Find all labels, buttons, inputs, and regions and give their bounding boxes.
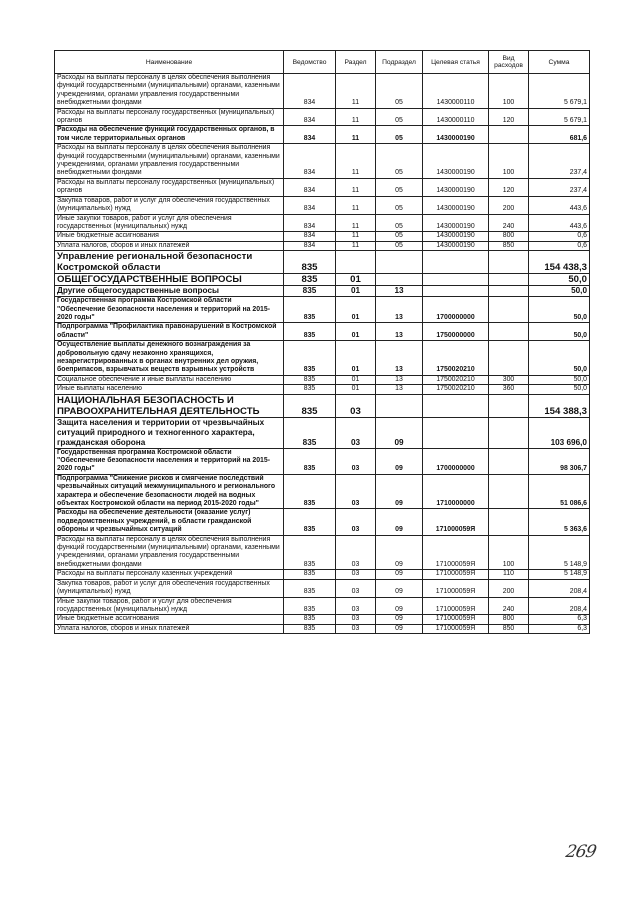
cell-razd: 01 [336, 323, 376, 341]
cell-name: Расходы на выплаты персоналу казенных учреждений [55, 570, 284, 579]
table-row [55, 323, 590, 341]
cell-cst: 1710000000 [423, 474, 489, 509]
cell-name: Расходы на выплаты персоналу в целях обеспечения выполнения функций государственными (муниципальными) органами, казенными учреждениями, органами управления государственными внебюджетными фондами [55, 74, 284, 109]
cell-razd: 11 [336, 196, 376, 214]
cell-vr: 240 [489, 597, 529, 615]
cell-podr: 05 [376, 126, 423, 144]
cell-name: Расходы на выплаты персоналу в целях обеспечения выполнения функций государственными (муниципальными) органами, казенными учреждениями, органами управления государственными внебюджетными фондами [55, 535, 284, 570]
cell-ved: 834 [284, 144, 336, 179]
cell-sum: 50,0 [529, 375, 590, 384]
cell-ved: 834 [284, 178, 336, 196]
col-header-target-article: Целевая статья [423, 51, 489, 74]
cell-vr: 120 [489, 178, 529, 196]
table-row [55, 196, 590, 214]
cell-ved: 835 [284, 509, 336, 535]
cell-vr: 850 [489, 624, 529, 633]
cell-cst: 1430000190 [423, 214, 489, 232]
cell-vr [489, 274, 529, 286]
cell-name: Расходы на выплаты персоналу государственных (муниципальных) органов [55, 108, 284, 126]
cell-razd: 11 [336, 74, 376, 109]
cell-name: Расходы на выплаты персоналу в целях обеспечения выполнения функций государственными (муниципальными) органами, казенными учреждениями, органами управления государственными внебюджетными фондами [55, 144, 284, 179]
cell-sum: 237,4 [529, 144, 590, 179]
cell-podr: 05 [376, 232, 423, 241]
cell-vr: 100 [489, 74, 529, 109]
cell-razd: 03 [336, 570, 376, 579]
cell-podr: 13 [376, 286, 423, 297]
cell-sum: 50,0 [529, 274, 590, 286]
cell-ved: 834 [284, 241, 336, 250]
cell-cst: 171000059Я [423, 570, 489, 579]
cell-podr: 09 [376, 448, 423, 474]
cell-sum: 208,4 [529, 579, 590, 597]
cell-podr: 05 [376, 178, 423, 196]
cell-sum: 5 679,1 [529, 74, 590, 109]
table-row [55, 214, 590, 232]
cell-cst: 1430000190 [423, 178, 489, 196]
cell-razd [336, 251, 376, 274]
table-row [55, 597, 590, 615]
cell-razd: 11 [336, 126, 376, 144]
cell-vr: 100 [489, 144, 529, 179]
cell-name: Расходы на выплаты персоналу государственных (муниципальных) органов [55, 178, 284, 196]
cell-vr: 240 [489, 214, 529, 232]
cell-vr: 300 [489, 375, 529, 384]
cell-ved: 834 [284, 196, 336, 214]
cell-vr: 110 [489, 570, 529, 579]
cell-name: Иные выплаты населению [55, 385, 284, 394]
cell-razd: 11 [336, 241, 376, 250]
cell-sum: 50,0 [529, 297, 590, 323]
cell-sum: 50,0 [529, 385, 590, 394]
cell-sum: 154 438,3 [529, 251, 590, 274]
cell-cst: 1430000110 [423, 74, 489, 109]
cell-ved: 835 [284, 375, 336, 384]
cell-ved: 835 [284, 323, 336, 341]
cell-cst: 1430000190 [423, 126, 489, 144]
cell-ved: 834 [284, 108, 336, 126]
cell-cst: 171000059Я [423, 579, 489, 597]
cell-sum: 237,4 [529, 178, 590, 196]
cell-razd: 11 [336, 178, 376, 196]
cell-podr: 13 [376, 375, 423, 384]
cell-vr [489, 394, 529, 417]
cell-cst [423, 251, 489, 274]
cell-vr: 800 [489, 232, 529, 241]
table-row [55, 570, 590, 579]
cell-podr: 13 [376, 297, 423, 323]
cell-cst: 171000059Я [423, 624, 489, 633]
cell-sum: 443,6 [529, 214, 590, 232]
table-row [55, 286, 590, 297]
cell-sum: 5 363,6 [529, 509, 590, 535]
cell-sum: 5 148,9 [529, 570, 590, 579]
cell-podr: 09 [376, 474, 423, 509]
cell-razd: 03 [336, 535, 376, 570]
cell-sum: 681,6 [529, 126, 590, 144]
table-row [55, 624, 590, 633]
cell-cst: 171000059Я [423, 535, 489, 570]
cell-sum: 51 086,6 [529, 474, 590, 509]
col-header-amount: Сумма [529, 51, 590, 74]
table-row [55, 417, 590, 448]
cell-name: Закупка товаров, работ и услуг для обеспечения государственных (муниципальных) нужд [55, 579, 284, 597]
cell-vr [489, 323, 529, 341]
cell-podr: 05 [376, 214, 423, 232]
cell-sum: 5 148,9 [529, 535, 590, 570]
cell-vr [489, 126, 529, 144]
cell-cst: 1430000190 [423, 144, 489, 179]
cell-ved: 835 [284, 274, 336, 286]
cell-vr [489, 474, 529, 509]
cell-cst: 1750020210 [423, 341, 489, 376]
handwritten-page-number: 269 [564, 842, 598, 862]
table-row [55, 509, 590, 535]
cell-name: ОБЩЕГОСУДАРСТВЕННЫЕ ВОПРОСЫ [55, 274, 284, 286]
cell-name: Уплата налогов, сборов и иных платежей [55, 241, 284, 250]
cell-podr: 09 [376, 417, 423, 448]
cell-vr: 200 [489, 579, 529, 597]
cell-sum: 6,3 [529, 624, 590, 633]
cell-name: Расходы на обеспечение деятельности (оказание услуг) подведомственных учреждений, в области гражданской обороны и чрезвычайных ситуаций [55, 509, 284, 535]
table-header-row [55, 51, 590, 74]
cell-name: Управление региональной безопасности Костромской области [55, 251, 284, 274]
cell-ved: 835 [284, 597, 336, 615]
cell-sum: 443,6 [529, 196, 590, 214]
cell-razd: 03 [336, 509, 376, 535]
table-row [55, 535, 590, 570]
col-header-expense-type: Вид расходов [489, 51, 529, 74]
cell-sum: 208,4 [529, 597, 590, 615]
table-row [55, 126, 590, 144]
cell-razd: 11 [336, 144, 376, 179]
table-row [55, 178, 590, 196]
cell-cst [423, 417, 489, 448]
cell-vr [489, 417, 529, 448]
cell-podr: 13 [376, 341, 423, 376]
cell-name: Иные закупки товаров, работ и услуг для обеспечения государственных (муниципальных) нужд [55, 214, 284, 232]
cell-ved: 835 [284, 341, 336, 376]
cell-sum: 50,0 [529, 286, 590, 297]
table-row [55, 615, 590, 624]
cell-name: Расходы на обеспечение функций государственных органов, в том числе территориальных органов [55, 126, 284, 144]
cell-name: Защита населения и территории от чрезвычайных ситуаций природного и техногенного характера, гражданская оборона [55, 417, 284, 448]
col-header-name: Наименование [55, 51, 284, 74]
table-row [55, 274, 590, 286]
cell-cst: 171000059Я [423, 615, 489, 624]
cell-ved: 834 [284, 74, 336, 109]
cell-name: Осуществление выплаты денежного вознаграждения за добровольную сдачу незаконно хранящихся, незарегистрированных в органах внутренних дел оружия, боеприпасов, взрывчатых веществ взрывных устройств [55, 341, 284, 376]
cell-podr: 13 [376, 385, 423, 394]
cell-podr: 09 [376, 615, 423, 624]
col-header-podrazdel: Подраздел [376, 51, 423, 74]
cell-ved: 835 [284, 417, 336, 448]
cell-name: Государственная программа Костромской области "Обеспечение безопасности населения и территорий на 2015-2020 годы" [55, 297, 284, 323]
table-row [55, 108, 590, 126]
cell-cst: 1750020210 [423, 375, 489, 384]
cell-razd: 03 [336, 579, 376, 597]
cell-sum: 5 679,1 [529, 108, 590, 126]
cell-ved: 835 [284, 570, 336, 579]
budget-table [54, 50, 590, 634]
cell-sum: 154 388,3 [529, 394, 590, 417]
table-row [55, 394, 590, 417]
cell-cst [423, 394, 489, 417]
cell-name: Закупка товаров, работ и услуг для обеспечения государственных (муниципальных) нужд [55, 196, 284, 214]
table-row [55, 297, 590, 323]
cell-podr: 05 [376, 108, 423, 126]
cell-ved: 834 [284, 232, 336, 241]
cell-ved: 835 [284, 394, 336, 417]
cell-ved: 835 [284, 624, 336, 633]
cell-podr: 05 [376, 196, 423, 214]
cell-podr [376, 394, 423, 417]
cell-cst [423, 286, 489, 297]
cell-sum: 6,3 [529, 615, 590, 624]
cell-sum: 50,0 [529, 341, 590, 376]
cell-razd: 03 [336, 474, 376, 509]
cell-razd: 03 [336, 448, 376, 474]
cell-vr [489, 251, 529, 274]
cell-cst: 1430000190 [423, 196, 489, 214]
cell-podr: 09 [376, 579, 423, 597]
cell-sum: 50,0 [529, 323, 590, 341]
cell-name: Подпрограмма "Профилактика правонарушений в Костромской области" [55, 323, 284, 341]
cell-razd: 01 [336, 286, 376, 297]
table-row [55, 74, 590, 109]
cell-cst: 1430000190 [423, 232, 489, 241]
cell-cst [423, 274, 489, 286]
cell-ved: 834 [284, 214, 336, 232]
cell-ved: 835 [284, 297, 336, 323]
cell-vr [489, 509, 529, 535]
cell-podr: 05 [376, 241, 423, 250]
cell-vr: 800 [489, 615, 529, 624]
cell-vr [489, 286, 529, 297]
cell-razd: 01 [336, 274, 376, 286]
cell-cst: 1430000190 [423, 241, 489, 250]
table-row [55, 385, 590, 394]
table-row [55, 474, 590, 509]
cell-ved: 835 [284, 615, 336, 624]
cell-razd: 03 [336, 597, 376, 615]
table-row [55, 579, 590, 597]
cell-vr [489, 341, 529, 376]
cell-razd: 11 [336, 214, 376, 232]
cell-sum: 103 696,0 [529, 417, 590, 448]
cell-cst: 1750000000 [423, 323, 489, 341]
cell-razd: 01 [336, 375, 376, 384]
table-row [55, 375, 590, 384]
cell-podr [376, 274, 423, 286]
cell-name: Иные бюджетные ассигнования [55, 615, 284, 624]
cell-cst: 1750020210 [423, 385, 489, 394]
cell-podr [376, 251, 423, 274]
cell-ved: 835 [284, 448, 336, 474]
cell-cst: 171000059Я [423, 509, 489, 535]
cell-name: Государственная программа Костромской области "Обеспечение безопасности населения и территорий на 2015-2020 годы" [55, 448, 284, 474]
cell-razd: 11 [336, 232, 376, 241]
table-row [55, 241, 590, 250]
table-body [55, 74, 590, 634]
cell-razd: 01 [336, 297, 376, 323]
cell-podr: 13 [376, 323, 423, 341]
cell-podr: 09 [376, 570, 423, 579]
cell-vr: 360 [489, 385, 529, 394]
table-row [55, 448, 590, 474]
cell-razd: 01 [336, 385, 376, 394]
cell-podr: 09 [376, 509, 423, 535]
cell-sum: 0,6 [529, 241, 590, 250]
cell-podr: 09 [376, 535, 423, 570]
cell-ved: 835 [284, 251, 336, 274]
cell-vr: 120 [489, 108, 529, 126]
cell-cst: 171000059Я [423, 597, 489, 615]
cell-razd: 01 [336, 341, 376, 376]
cell-ved: 835 [284, 286, 336, 297]
table-row [55, 341, 590, 376]
cell-vr: 850 [489, 241, 529, 250]
cell-name: Социальное обеспечение и иные выплаты населению [55, 375, 284, 384]
cell-name: Другие общегосударственные вопросы [55, 286, 284, 297]
cell-sum: 0,6 [529, 232, 590, 241]
col-header-vedomstvo: Ведомство [284, 51, 336, 74]
cell-podr: 05 [376, 144, 423, 179]
cell-ved: 835 [284, 579, 336, 597]
cell-name: НАЦИОНАЛЬНАЯ БЕЗОПАСНОСТЬ И ПРАВООХРАНИТЕЛЬНАЯ ДЕЯТЕЛЬНОСТЬ [55, 394, 284, 417]
cell-podr: 09 [376, 597, 423, 615]
cell-cst: 1700000000 [423, 448, 489, 474]
col-header-razdel: Раздел [336, 51, 376, 74]
cell-name: Иные закупки товаров, работ и услуг для обеспечения государственных (муниципальных) нужд [55, 597, 284, 615]
cell-razd: 03 [336, 417, 376, 448]
cell-razd: 11 [336, 108, 376, 126]
cell-ved: 834 [284, 126, 336, 144]
cell-razd: 03 [336, 624, 376, 633]
cell-ved: 835 [284, 474, 336, 509]
cell-podr: 09 [376, 624, 423, 633]
cell-name: Подпрограмма "Снижение рисков и смягчение последствий чрезвычайных ситуаций межмуниципального и регионального характера и обеспечение безопасности людей на водных объектах Костромской области на период 2015-2020 годы" [55, 474, 284, 509]
cell-razd: 03 [336, 394, 376, 417]
cell-podr: 05 [376, 74, 423, 109]
cell-name: Иные бюджетные ассигнования [55, 232, 284, 241]
table-row [55, 251, 590, 274]
cell-ved: 835 [284, 385, 336, 394]
table-row [55, 144, 590, 179]
cell-razd: 03 [336, 615, 376, 624]
cell-vr: 100 [489, 535, 529, 570]
cell-cst: 1430000110 [423, 108, 489, 126]
cell-vr [489, 448, 529, 474]
cell-vr: 200 [489, 196, 529, 214]
cell-sum: 98 306,7 [529, 448, 590, 474]
cell-name: Уплата налогов, сборов и иных платежей [55, 624, 284, 633]
table-row [55, 232, 590, 241]
cell-ved: 835 [284, 535, 336, 570]
cell-vr [489, 297, 529, 323]
cell-cst: 1700000000 [423, 297, 489, 323]
